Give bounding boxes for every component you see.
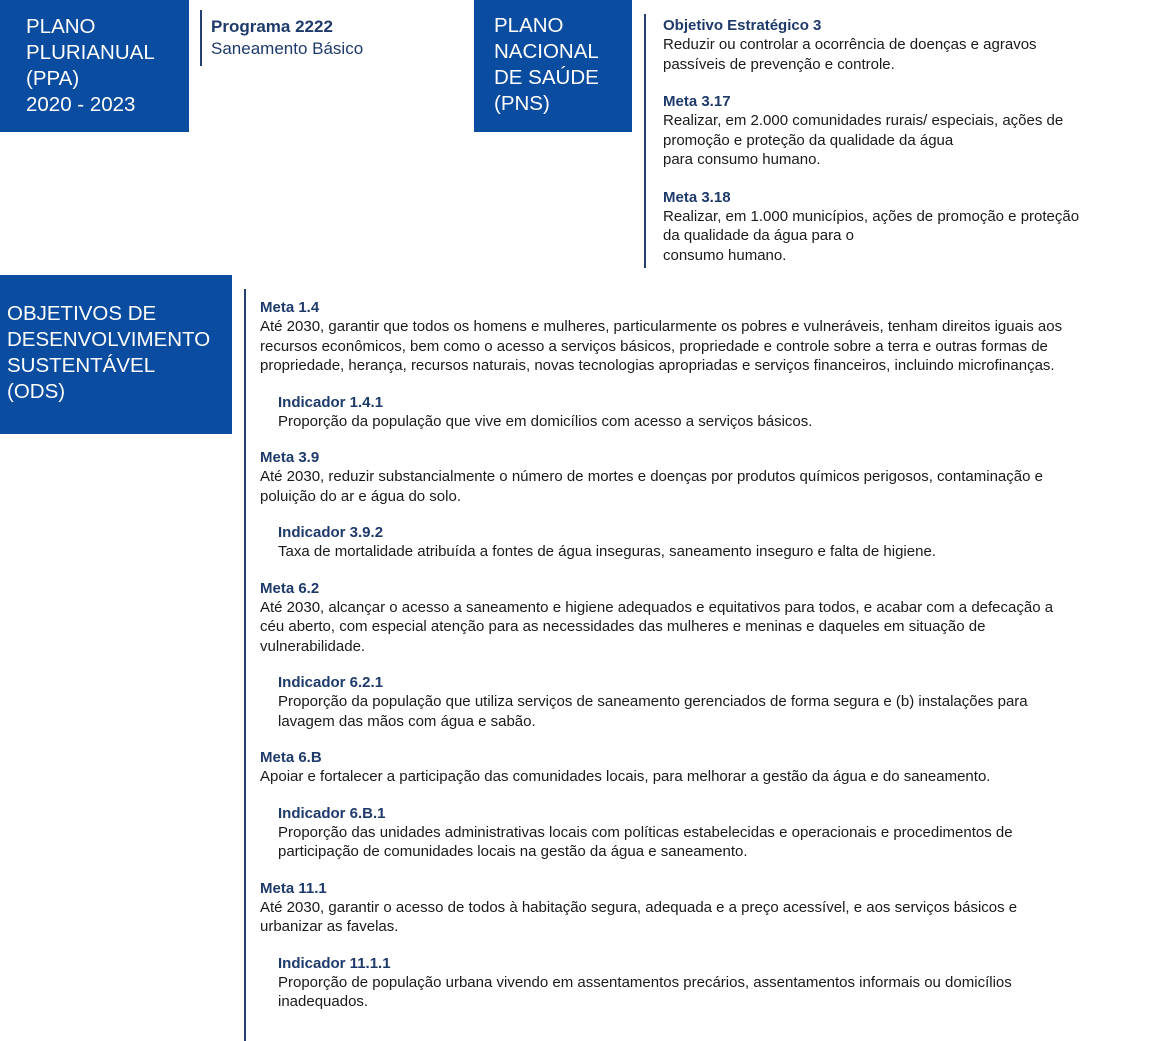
pns-item-line: consumo humano.	[663, 246, 787, 264]
indicator-line: participação de comunidades locais na gestão da água e saneamento.	[278, 843, 748, 860]
indicator-title: Indicador 11.1.1	[278, 954, 391, 972]
indicator-line: Proporção de população urbana vivendo em assentamentos precários, assentamentos informais ou domicílios	[278, 973, 1012, 991]
ppa-box-line: PLURIANUAL	[26, 41, 155, 64]
pns-item-title: Objetivo Estratégico 3	[663, 17, 822, 34]
pns-item-line: promoção e proteção da qualidade da água	[663, 131, 954, 149]
pns-item-line: da qualidade da água para o	[663, 227, 855, 244]
ods-box-line: SUSTENTÁVEL	[7, 354, 156, 377]
program-title: Programa 2222	[211, 17, 333, 36]
ods-indicator	[260, 804, 1145, 862]
meta-line: poluição do ar e água do solo.	[260, 487, 461, 505]
meta-line: céu aberto, com especial atenção para as necessidades das mulheres e meninas e daqueles em situação de	[260, 618, 986, 635]
pns-box-line: DE SAÚDE	[494, 66, 599, 89]
pns-item-title: Meta 3.18	[663, 188, 731, 206]
indicator-title: Indicador 1.4.1	[278, 393, 384, 411]
pns-item-title: Meta 3.17	[663, 93, 731, 110]
ods-indicator	[260, 393, 1145, 432]
pns-box-line: (PNS)	[494, 92, 550, 115]
meta-line: propriedade, herança, recursos naturais, novas tecnologias apropriadas e serviços financeiros, incluindo microfinanças.	[260, 357, 1055, 374]
ppa-box-line: PLANO	[26, 15, 96, 38]
indicator-title: Indicador 6.B.1	[278, 804, 386, 822]
meta-line: vulnerabilidade.	[260, 637, 366, 655]
ods-indicator	[260, 673, 1145, 731]
meta-title: Meta 3.9	[260, 449, 320, 466]
program-info	[211, 16, 363, 60]
indicator-line: Proporção da população que utiliza serviços de saneamento gerenciados de forma segura e (b) instalações para	[278, 693, 1028, 710]
ods-meta	[260, 879, 1145, 937]
pns-box-line: PLANO	[494, 14, 564, 37]
pns-objective	[663, 16, 1143, 74]
pns-meta	[663, 188, 1143, 266]
ods-box-line: DESENVOLVIMENTO	[7, 328, 211, 351]
pns-item-line: Realizar, em 1.000 municípios, ações de promoção e proteção	[663, 207, 1080, 225]
ppa-divider	[200, 10, 202, 66]
meta-title: Meta 6.2	[260, 579, 320, 597]
ppa-box-line: (PPA)	[26, 67, 80, 90]
pns-item-line: para consumo humano.	[663, 151, 821, 168]
meta-line: Apoiar e fortalecer a participação das comunidades locais, para melhorar a gestão da água e do saneamento.	[260, 768, 991, 785]
ppa-box	[0, 0, 189, 132]
ods-box	[0, 275, 232, 434]
indicator-line: Proporção das unidades administrativas locais com políticas estabelecidas e operacionais e procedimentos de	[278, 823, 1013, 841]
ods-box-line: OBJETIVOS DE	[7, 302, 157, 325]
ods-box-line: (ODS)	[7, 380, 66, 403]
pns-item-line: passíveis de prevenção e controle.	[663, 55, 895, 73]
indicator-line: inadequados.	[278, 993, 369, 1010]
pns-meta	[663, 92, 1143, 170]
meta-line: Até 2030, reduzir substancialmente o número de mortes e doenças por produtos químicos perigosos, contaminação e	[260, 468, 1043, 485]
indicator-title: Indicador 3.9.2	[278, 524, 384, 541]
meta-title: Meta 6.B	[260, 749, 322, 766]
ods-divider	[244, 289, 246, 1041]
ods-meta	[260, 448, 1145, 506]
ods-meta	[260, 748, 1145, 787]
indicator-title: Indicador 6.2.1	[278, 674, 384, 691]
meta-title: Meta 11.1	[260, 879, 327, 897]
pns-box	[474, 0, 632, 132]
ppa-box-line: 2020 - 2023	[26, 93, 136, 116]
program-name: Saneamento Básico	[211, 39, 364, 58]
pns-box-line: NACIONAL	[494, 40, 599, 63]
indicator-line: Proporção da população que vive em domicílios com acesso a serviços básicos.	[278, 412, 813, 430]
pns-item-line: Realizar, em 2.000 comunidades rurais/ especiais, ações de	[663, 112, 1064, 129]
meta-line: urbanizar as favelas.	[260, 918, 399, 935]
pns-list	[663, 16, 1143, 283]
meta-line: Até 2030, alcançar o acesso a saneamento e higiene adequados e equitativos para todos, e acabar com a defecação a	[260, 598, 1054, 616]
pns-divider	[644, 14, 646, 268]
ods-meta	[260, 298, 1145, 376]
meta-line: Até 2030, garantir o acesso de todos à habitação segura, adequada e a preço acessível, e aos serviços básicos e	[260, 898, 1018, 916]
ods-indicator	[260, 523, 1145, 562]
pns-item-line: Reduzir ou controlar a ocorrência de doenças e agravos	[663, 36, 1037, 53]
indicator-line: lavagem das mãos com água e sabão.	[278, 712, 536, 730]
ods-indicator	[260, 954, 1145, 1012]
ods-list	[260, 298, 1145, 1029]
ods-meta	[260, 579, 1145, 657]
meta-line: Até 2030, garantir que todos os homens e mulheres, particularmente os pobres e vulneráveis, tenham direitos iguais aos	[260, 318, 1063, 335]
meta-line: recursos econômicos, bem como o acesso a serviços básicos, propriedade e controle sobre a terra e outras formas de	[260, 337, 1048, 355]
meta-title: Meta 1.4	[260, 299, 320, 316]
indicator-line: Taxa de mortalidade atribuída a fontes de água inseguras, saneamento inseguro e falta de higiene.	[278, 543, 936, 560]
